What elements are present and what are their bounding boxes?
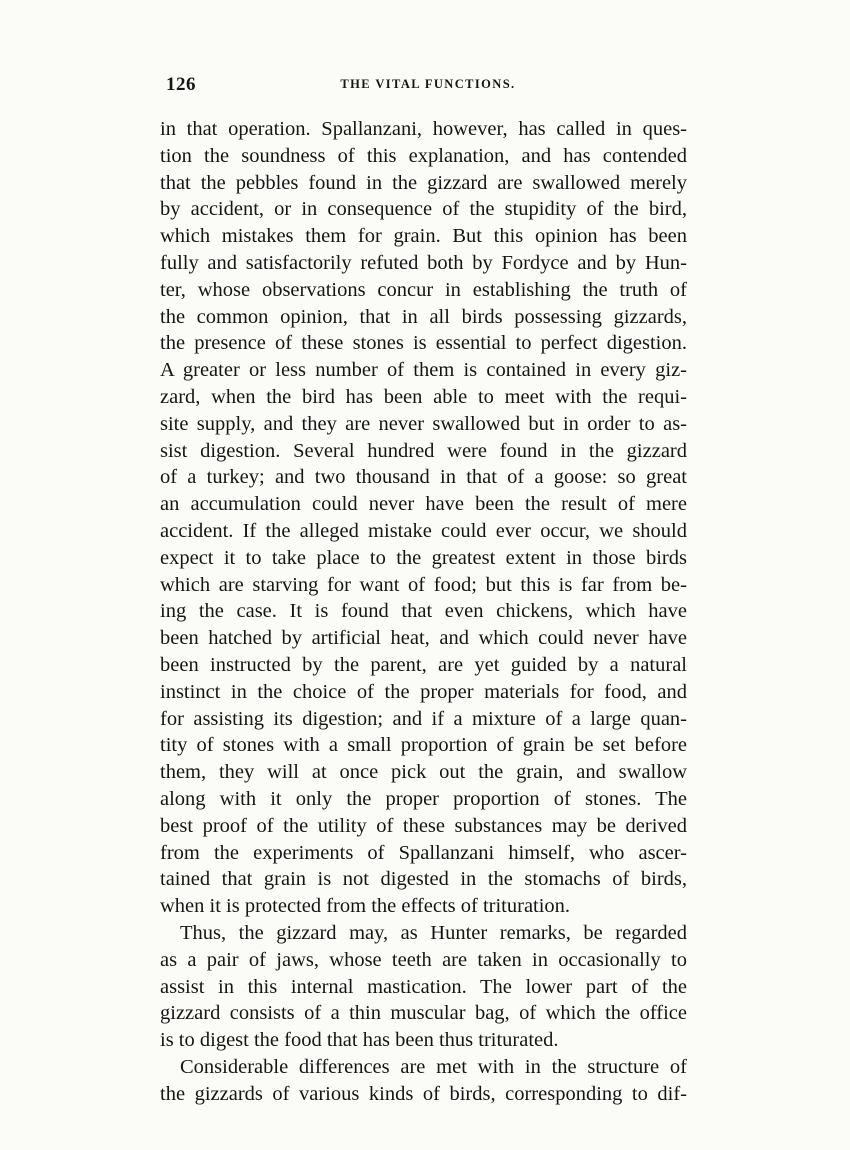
text-line: that the pebbles found in the gizzard are swallowed merely [160,171,687,194]
running-title: THE VITAL FUNCTIONS. [340,77,516,91]
text-line: been hatched by artificial heat, and which could never have [160,627,687,650]
text-line: instinct in the choice of the proper materials for food, and [160,680,687,703]
text-line: fully and satisfactorily refuted both by Fordyce and by Hun- [160,251,687,274]
text-line: assist in this internal mastication. The lower part of the [160,975,687,998]
text-line: site supply, and they are never swallowed but in order to as- [160,412,687,435]
paragraph [160,116,687,920]
text-line: Thus, the gizzard may, as Hunter remarks, be regarded [180,921,687,944]
text-line: the presence of these stones is essential to perfect digestion. [160,332,687,355]
text-line: which are starving for want of food; but this is far from be- [160,573,687,596]
text-line: Considerable differences are met with in the structure of [180,1055,687,1078]
text-line: them, they will at once pick out the grain, and swallow [160,761,687,784]
text-line: the common opinion, that in all birds possessing gizzards, [160,305,687,328]
text-line: of a turkey; and two thousand in that of a goose: so great [160,466,687,489]
text-line: tion the soundness of this explanation, and has contended [160,144,687,167]
text-line: as a pair of jaws, whose teeth are taken in occasionally to [160,948,687,971]
text-line: from the experiments of Spallanzani himself, who ascer- [160,841,687,864]
text-line: sist digestion. Several hundred were found in the gizzard [160,439,687,462]
body-text [160,116,687,1107]
text-line: zard, when the bird has been able to meet with the requi- [160,385,687,408]
text-line: which mistakes them for grain. But this opinion has been [160,225,687,248]
text-line: by accident, or in consequence of the stupidity of the bird, [160,198,687,221]
text-line: an accumulation could never have been the result of mere [160,493,687,516]
text-line: tity of stones with a small proportion of grain be set before [160,734,687,757]
text-line: is to digest the food that has been thus triturated. [160,1029,559,1052]
text-line: expect it to take place to the greatest extent in those birds [160,546,687,569]
text-line: been instructed by the parent, are yet guided by a natural [160,653,687,676]
text-line: A greater or less number of them is contained in every giz- [160,359,687,382]
page-header [166,74,690,98]
text-line: accident. If the alleged mistake could ever occur, we should [160,519,687,542]
text-line: gizzard consists of a thin muscular bag, of which the office [160,1002,687,1025]
text-line: ter, whose observations concur in establishing the truth of [160,278,687,301]
text-line: along with it only the proper proportion of stones. The [160,787,687,810]
text-line: when it is protected from the effects of trituration. [160,895,571,918]
paragraph [160,1054,687,1108]
text-line: for assisting its digestion; and if a mixture of a large quan- [160,707,687,730]
page-number: 126 [166,74,196,95]
text-line: best proof of the utility of these substances may be derived [160,814,687,837]
text-line: in that operation. Spallanzani, however, has called in ques- [160,118,687,140]
paragraph [160,920,687,1054]
text-line: the gizzards of various kinds of birds, corresponding to dif- [160,1082,687,1105]
text-line: tained that grain is not digested in the stomachs of birds, [160,868,687,891]
text-line: ing the case. It is found that even chickens, which have [160,600,687,623]
